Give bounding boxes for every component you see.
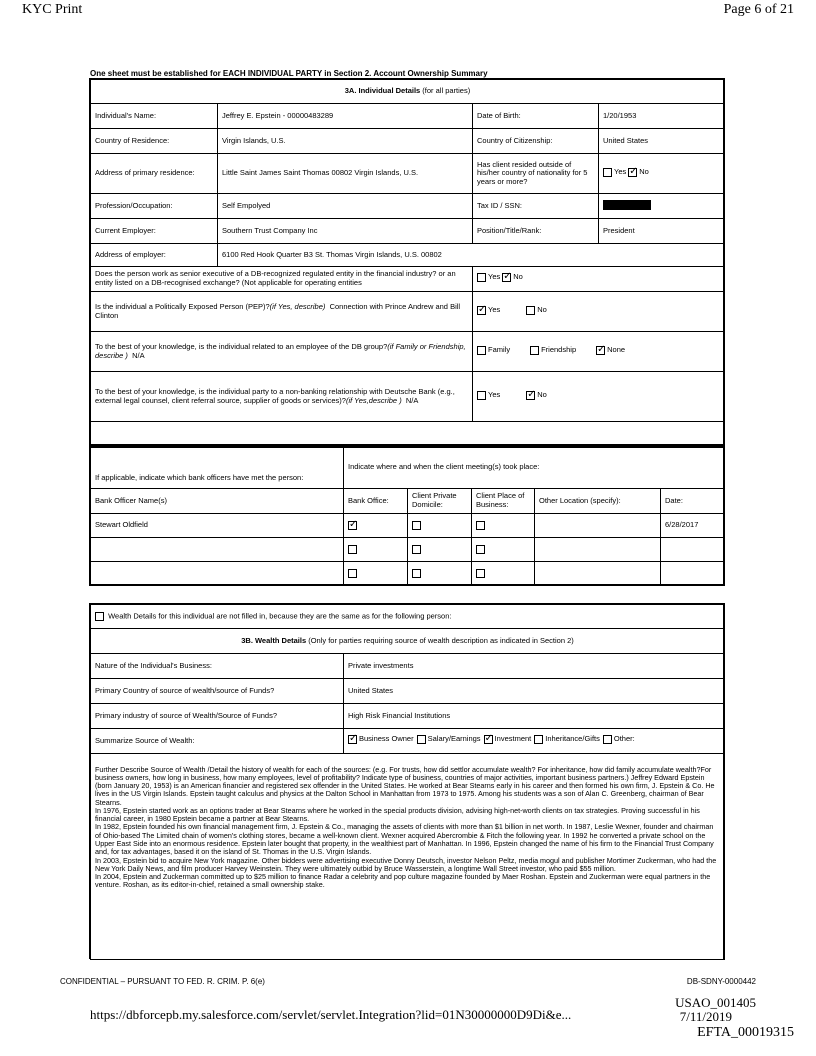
address-value: Little Saint James Saint Thomas 00802 Virgin Islands, U.S. [218, 154, 473, 194]
col-other-location: Other Location (specify): [535, 489, 661, 514]
client-domicile-checkbox[interactable] [412, 521, 421, 530]
col-client-business: Client Place of Business: [472, 489, 535, 514]
officer-name: Stewart Oldfield [91, 514, 344, 538]
col-bank-office: Bank Office: [344, 489, 408, 514]
residence-label: Country of Residence: [91, 129, 218, 154]
country-source-label: Primary Country of source of wealth/source of Funds? [91, 679, 344, 704]
none-checkbox[interactable] [596, 346, 605, 355]
outside-no-checkbox[interactable] [628, 168, 637, 177]
nonbank-options: Yes ✓ No [473, 372, 725, 422]
tax-id-label: Tax ID / SSN: [473, 194, 599, 219]
spacer-row [91, 422, 725, 444]
wealth-details-table [90, 604, 725, 960]
bates-number-efta: EFTA_00019315 [697, 1025, 794, 1040]
outside-residence-question: Has client resided outside of his/her country of nationality for 5 years or more? [473, 154, 599, 194]
pep-yes-checkbox[interactable] [477, 306, 486, 315]
industry-source-label: Primary industry of source of Wealth/Source of Funds? [91, 704, 344, 729]
nature-value: Private investments [344, 654, 725, 679]
salary-checkbox[interactable] [417, 735, 426, 744]
source-url: https://dbforcepb.my.salesforce.com/servlet/servlet.Integration?lid=01N30000000D9Di&e... [90, 1007, 572, 1022]
employer-value: Southern Trust Company Inc [218, 219, 473, 244]
other-checkbox[interactable] [603, 735, 612, 744]
same-as-row: Wealth Details for this individual are not filled in, because they are the same as for the following person: [91, 605, 725, 629]
bates-number-usao: USAO_001405 [675, 995, 756, 1010]
employer-address-label: Address of employer: [91, 244, 218, 267]
senior-exec-question: Does the person work as senior executive of a DB-recognized regulated entity in the financial industry? or an entity listed on a DB-recognised exchange? (Not applicable for operating entities [91, 267, 473, 292]
profession-value: Self Empolyed [218, 194, 473, 219]
redaction-bar [603, 200, 651, 210]
summary-options: ✓ Business Owner Salary/Earnings ✓ Investment Inheritance/Gifts Other: [344, 729, 725, 754]
bank-officers-table [90, 446, 725, 586]
dob-value: 1/20/1953 [599, 104, 725, 129]
nature-label: Nature of the Individual's Business: [91, 654, 344, 679]
officer-name [91, 562, 344, 586]
bank-office-checkbox[interactable] [348, 521, 357, 530]
table-row [91, 514, 725, 538]
position-label: Position/Title/Rank: [473, 219, 599, 244]
col-date: Date: [661, 489, 725, 514]
meeting-date [661, 562, 725, 586]
meeting-location-label: Indicate where and when the client meeting(s) took place: [344, 447, 725, 489]
employer-address-value: 6100 Red Hook Quarter B3 St. Thomas Virgin Islands, U.S. 00802 [218, 244, 725, 267]
print-date: 7/11/2019 [679, 1009, 732, 1024]
bank-office-checkbox[interactable] [348, 569, 357, 578]
client-domicile-checkbox[interactable] [412, 545, 421, 554]
nonbank-yes-checkbox[interactable] [477, 391, 486, 400]
col-client-domicile: Client Private Domicile: [408, 489, 472, 514]
profession-label: Profession/Occupation: [91, 194, 218, 219]
investment-checkbox[interactable] [484, 735, 493, 744]
family-checkbox[interactable] [477, 346, 486, 355]
senior-exec-no-checkbox[interactable] [502, 273, 511, 282]
section-3a-title: 3A. Individual Details (for all parties) [91, 80, 725, 104]
table-row [91, 538, 725, 562]
client-domicile-checkbox[interactable] [412, 569, 421, 578]
inheritance-checkbox[interactable] [534, 735, 543, 744]
employer-label: Current Employer: [91, 219, 218, 244]
other-location-cell [535, 538, 661, 562]
nonbank-question: To the best of your knowledge, is the individual party to a non-banking relationship with Deutsche Bank (e.g., external legal counsel, client referral source, supplier of goods or services)?(if Yes,describe ) N/A [91, 372, 473, 422]
print-title: KYC Print [22, 2, 83, 17]
name-value: Jeffrey E. Epstein - 00000483289 [218, 104, 473, 129]
bank-office-checkbox[interactable] [348, 545, 357, 554]
officers-met-label: If applicable, indicate which bank officers have met the person: [91, 447, 344, 489]
outside-residence-options: Yes ✓ No [599, 154, 725, 194]
related-question: To the best of your knowledge, is the individual related to an employee of the DB group?(if Family or Friendship, describe ) N/A [91, 332, 473, 372]
position-value: President [599, 219, 725, 244]
officer-name [91, 538, 344, 562]
pep-question: Is the individual a Politically Exposed Person (PEP)?(if Yes, describe) Connection with Prince Andrew and Bill Clinton [91, 292, 473, 332]
other-location-cell [535, 562, 661, 586]
business-owner-checkbox[interactable] [348, 735, 357, 744]
senior-exec-yes-checkbox[interactable] [477, 273, 486, 282]
other-location-cell [535, 514, 661, 538]
col-officer-name: Bank Officer Name(s) [91, 489, 344, 514]
outside-yes-checkbox[interactable] [603, 168, 612, 177]
client-business-checkbox[interactable] [476, 545, 485, 554]
industry-source-value: High Risk Financial Institutions [344, 704, 725, 729]
senior-exec-options: Yes ✓ No [473, 267, 725, 292]
table-row [91, 562, 725, 586]
meeting-date [661, 538, 725, 562]
bates-number-db: DB-SDNY-0000442 [686, 977, 756, 986]
friendship-checkbox[interactable] [530, 346, 539, 355]
tax-id-value [599, 194, 725, 219]
individual-details-table [90, 79, 725, 444]
residence-value: Virgin Islands, U.S. [218, 129, 473, 154]
pep-no-checkbox[interactable] [526, 306, 535, 315]
address-label: Address of primary residence: [91, 154, 218, 194]
client-business-checkbox[interactable] [476, 521, 485, 530]
client-business-checkbox[interactable] [476, 569, 485, 578]
page-number: Page 6 of 21 [723, 2, 794, 17]
summary-label: Summarize Source of Wealth: [91, 729, 344, 754]
citizenship-label: Country of Citizenship: [473, 129, 599, 154]
citizenship-value: United States [599, 129, 725, 154]
section-3b-title: 3B. Wealth Details (Only for parties requiring source of wealth description as indicated in Section 2) [91, 629, 725, 654]
country-source-value: United States [344, 679, 725, 704]
wealth-description: Further Describe Source of Wealth /Detail the history of wealth for each of the sources: (e.g. For trusts, how did settlor accumulate wealth? For inheritance, how did family accumulate wealth?For business owners, how long in business, how many employees, level of profitability? Indicate type of business, countries of major activities, important business partners.) Jeffrey Edward Epstein (born January 20, 1953) is an American financier and registered sex offender in the United States. He worked at Bear Stearns early in his career and then formed his own firm, J. Epstein & Co. He lives in the US Virgin Islands. Epstein taught calculus and physics at the Dalton School in Manhattan from 1973 to 1975. Among his students was a son of Alan C. Greenberg, chairman of Bear Stearns. In 1976, Epstein started work as an options trader at Bear Stearns where he worked in the special products division, advising high-net-worth clients on tax strategies. Proving successful in his financial career, in 1980 Epstein became a partner at Bear Stearns. In 1982, Epstein founded his own financial management firm, J. Epstein & Co., managing the assets of clients with more than $1 billion in net worth. In 1987, Leslie Wexner, founder and chairman of Ohio-based The Limited chain of women's clothing stores, became a well-known client. Wexner acquired Abercrombie & Fitch the following year. In 1992 he converted a private school on the Upper East Side into an enormous residence. Epstein later bought that property, in the wealthiest part of Manhattan. In 1996, Epstein changed the name of his firm to the Financial Trust Company and, for tax advantages, based it on the island of St. Thomas in the U.S. Virgin Islands. In 2003, Epstein bid to acquire New York magazine. Other bidders were advertising executive Donny Deutsch, investor Nelson Peltz, media mogul and publisher Mortimer Zuckerman, who had the New York Daily News, and film producer Harvey Weinstein. They were ultimately outbid by Bruce Wasserstein, a longtime Wall Street investor, who paid $55 million. In 2004, Epstein and Zuckerman committed up to $25 million to finance Radar a celebrity and pop culture magazine founded by Maer Roshan. Epstein and Zuckerman were equal partners in the venture. Roshan, as its editor-in-chief, retained a small ownership stake. [91, 764, 725, 960]
intro-instruction: One sheet must be established for EACH INDIVIDUAL PARTY in Section 2. Account Ownership Summary [90, 69, 488, 78]
confidential-notice: CONFIDENTIAL – PURSUANT TO FED. R. CRIM. P. 6(e) [60, 977, 265, 986]
meeting-date: 6/28/2017 [661, 514, 725, 538]
dob-label: Date of Birth: [473, 104, 599, 129]
pep-options: ✓ Yes No [473, 292, 725, 332]
same-as-checkbox[interactable] [95, 612, 104, 621]
name-label: Individual's Name: [91, 104, 218, 129]
related-options: Family Friendship ✓ None [473, 332, 725, 372]
nonbank-no-checkbox[interactable] [526, 391, 535, 400]
